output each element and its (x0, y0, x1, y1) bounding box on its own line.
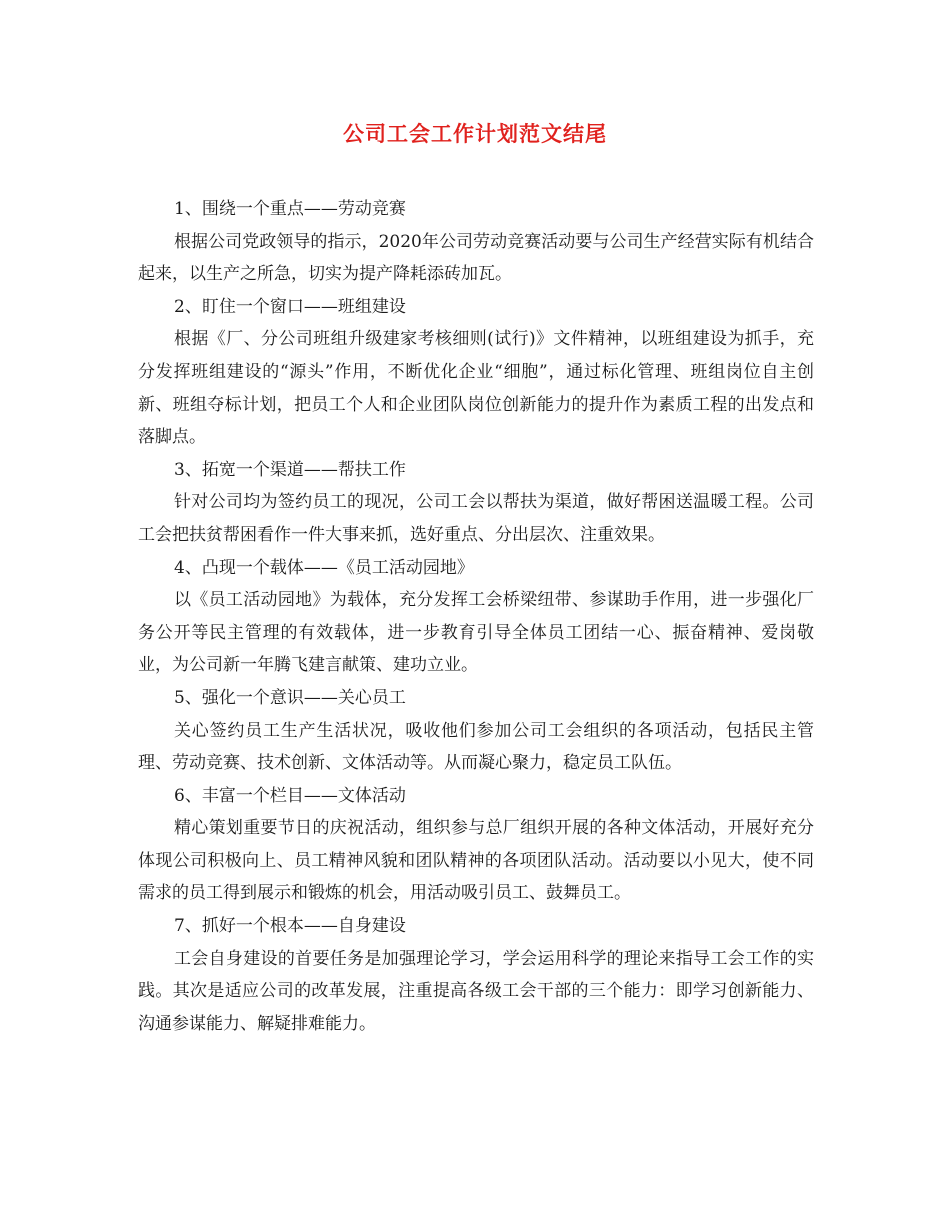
section-heading-4: 4、凸现一个载体——《员工活动园地》 (174, 557, 474, 578)
section-body-4: 以《员工活动园地》为载体，充分发挥工会桥梁纽带、参谋助手作用，进一步强化厂务公开等民主管理的有效载体，进一步教育引导全体员工团结一心、振奋精神、爱岗敬业，为公司新一年腾飞建言献策、建功立业。 (138, 590, 814, 676)
section-body-2: 根据《厂、分公司班组升级建家考核细则(试行)》文件精神，以班组建设为抓手，充分发挥班组建设的“源头”作用，不断优化企业“细胞”，通过标化管理、班组岗位自主创新、班组夺标计划，把员工个人和企业团队岗位创新能力的提升作为素质工程的出发点和落脚点。 (138, 329, 814, 448)
section-body-5: 关心签约员工生产生活状况，吸收他们参加公司工会组织的各项活动，包括民主管理、劳动竞赛、技术创新、文体活动等。从而凝心聚力，稳定员工队伍。 (138, 720, 814, 774)
section-body-6: 精心策划重要节日的庆祝活动，组织参与总厂组织开展的各种文体活动，开展好充分体现公司积极向上、员工精神风貌和团队精神的各项团队活动。活动要以小见大，使不同需求的员工得到展示和锻炼的机会，用活动吸引员工、鼓舞员工。 (138, 818, 814, 904)
section-heading-6: 6、丰富一个栏目——文体活动 (174, 785, 406, 806)
section-body-7: 工会自身建设的首要任务是加强理论学习，学会运用科学的理论来指导工会工作的实践。其次是适应公司的改革发展，注重提高各级工会干部的三个能力：即学习创新能力、沟通参谋能力、解疑排难能力。 (138, 948, 814, 1034)
document-body (138, 193, 814, 1040)
section-heading-2: 2、盯住一个窗口——班组建设 (174, 296, 406, 317)
section-heading-1: 1、围绕一个重点——劳动竞赛 (174, 199, 406, 219)
section-heading-5: 5、强化一个意识——关心员工 (174, 687, 406, 708)
section-body-1: 根据公司党政领导的指示，2020年公司劳动竞赛活动要与公司生产经营实际有机结合起来，以生产之所急，切实为提产降耗添砖加瓦。 (138, 231, 814, 285)
section-heading-3: 3、拓宽一个渠道——帮扶工作 (174, 459, 406, 480)
section-heading-7: 7、抓好一个根本——自身建设 (174, 916, 406, 937)
section-body-3: 针对公司均为签约员工的现况，公司工会以帮扶为渠道，做好帮困送温暖工程。公司工会把扶贫帮困看作一件大事来抓，选好重点、分出层次、注重效果。 (138, 492, 814, 545)
document-title: 公司工会工作计划范文结尾 (343, 122, 607, 146)
